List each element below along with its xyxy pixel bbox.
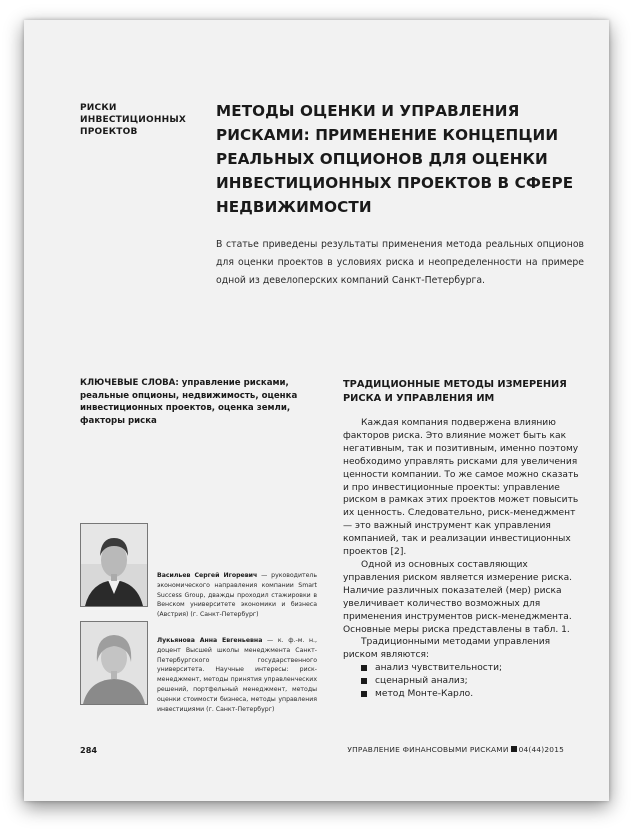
keywords-label: КЛЮЧЕВЫЕ СЛОВА: [80, 378, 179, 388]
author-bio-text-2: — к. ф.-м. н., доцент Высшей школы менеджмента Санкт-Петербургского государственного университета. Научные интересы: риск-менеджмент, методы принятия управленческих решений, портфельный менеджмент, методы оценки стоимости бизнеса, методы управления инвестициями (г. Санкт-Петербург) [157, 637, 317, 713]
author-bio-text-1: — руководитель экономического направления компании Smart Success Group, дважды проходил стажировки в Венском университете экономики и бизнеса (Австрия) (г. Санкт-Петербург) [157, 572, 317, 619]
keywords-text: управление рисками, реальные опционы, недвижимость, оценка инвестиционных проектов, оценка земли, факторы риска [80, 378, 298, 426]
body-text [343, 417, 585, 701]
methods-list [343, 662, 585, 701]
author-name-2: Лукьянова Анна Евгеньевна [157, 637, 263, 644]
journal-name: УПРАВЛЕНИЕ ФИНАНСОВЫМИ РИСКАМИ [347, 745, 509, 754]
author-name-1: Васильев Сергей Игоревич [157, 572, 258, 579]
section-heading: ТРАДИЦИОННЫЕ МЕТОДЫ ИЗМЕРЕНИЯ РИСКА И УПРАВЛЕНИЯ ИМ [343, 379, 567, 404]
paragraph-1: Каждая компания подвержена влиянию факторов риска. Это влияние может быть как негативным, так и позитивным, именно поэтому необходимо управлять рисками для увеличения ценности компании. То же самое можно сказать и про инвестиционные проекты: управление риском в рамках этих проектов может повысить их ценность. Следовательно, риск-менеджмент — это важный инструмент как управления компанией, так и реализации инвестиционных проектов [2]. [343, 418, 579, 558]
journal-footer [347, 745, 564, 754]
square-separator-icon [511, 746, 517, 752]
article-title: МЕТОДЫ ОЦЕНКИ И УПРАВЛЕНИЯ РИСКАМИ: ПРИМЕНЕНИЕ КОНЦЕПЦИИ РЕАЛЬНЫХ ОПЦИОНОВ ДЛЯ ОЦЕНКИ ИНВЕСТИЦИОННЫХ ПРОЕКТОВ В СФЕРЕ НЕДВИЖИМОСТИ [216, 102, 574, 216]
list-item [361, 675, 585, 688]
list-item-text: анализ чувствительности; [375, 663, 503, 674]
paragraph-3: Традиционными методами управления риском являются: [343, 637, 551, 661]
square-bullet-icon [361, 691, 367, 697]
author-bio-2 [157, 636, 317, 714]
author-photo-1 [80, 523, 148, 607]
square-bullet-icon [361, 678, 367, 684]
list-item-text: сценарный анализ; [375, 676, 468, 687]
list-item [361, 688, 585, 701]
author-photo-2 [80, 621, 148, 705]
journal-issue: 04(44)2015 [518, 745, 564, 754]
author-bio-1 [157, 571, 317, 620]
list-item-text: метод Монте-Карло. [375, 689, 474, 700]
square-bullet-icon [361, 665, 367, 671]
list-item [361, 662, 585, 675]
paragraph-2: Одной из основных составляющих управления риском является измерение риска. Наличие различных показателей (мер) риска увеличивает количество возможных для применения инструментов риск-менеджмента. Основные меры риска представлены в табл. 1. [343, 559, 573, 635]
journal-page [24, 20, 609, 801]
keywords [80, 377, 310, 427]
page-number: 284 [80, 745, 98, 755]
section-label: РИСКИ ИНВЕСТИЦИОННЫХ ПРОЕКТОВ [80, 103, 187, 137]
abstract: В статье приведены результаты применения метода реальных опционов для оценки проектов в условиях риска и неопределенности на примере одной из девелоперских компаний Санкт-Петербурга. [216, 239, 584, 286]
